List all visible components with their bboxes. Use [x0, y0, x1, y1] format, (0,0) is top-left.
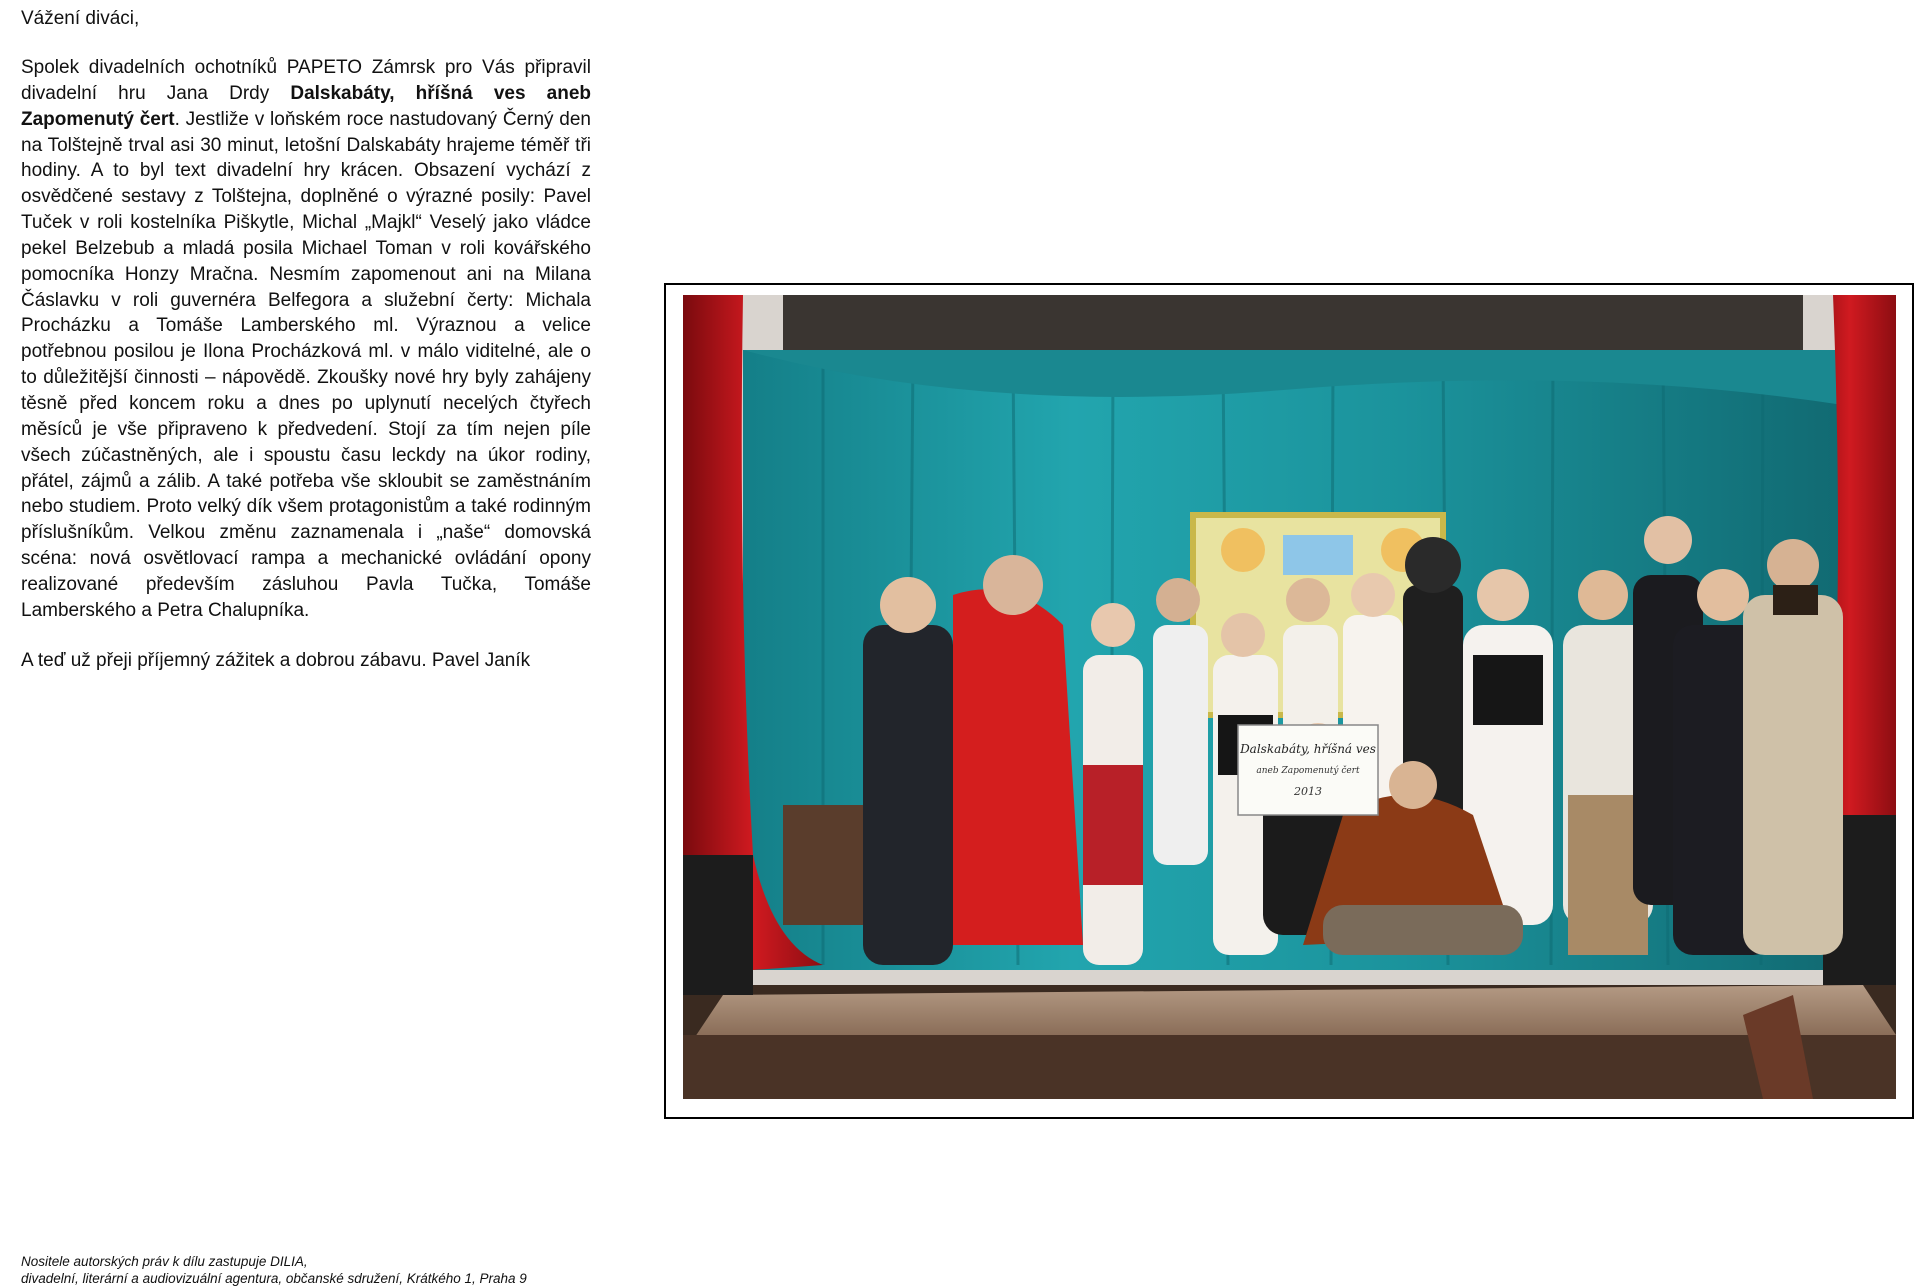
sign-line-2: aneb Zapomenutý čert	[1256, 766, 1360, 776]
footer-line-2: divadelní, literární a audiovizuální agentura, občanské sdružení, Krátkého 1, Praha 9	[21, 1271, 527, 1286]
body-paragraph	[21, 55, 591, 624]
sign-line-3: 2013	[1294, 785, 1322, 798]
paragraph-part-1: Spolek divadelních ochotníků PAPETO Zámrsk pro Vás připravil divadelní hru Jana Drdy	[21, 57, 591, 104]
play-title: Dalskabáty, hříšná ves aneb Zapomenutý čert	[21, 82, 591, 130]
copyright-footer	[21, 1253, 527, 1287]
sign-line-1: Dalskabáty, hříšná ves	[1240, 742, 1376, 756]
photo-sign	[1238, 725, 1378, 815]
photo-frame	[664, 283, 1914, 1119]
paragraph-part-2: . Jestliže v loňském roce nastudovaný Černý den na Tolštejně trval asi 30 minut, letošní Dalskabáty hrajeme téměř tři hodiny. A to byl text divadelní hry krácen. Obsazení vychází z osvědčené sestavy z Tolštejna, doplněné o výrazné posily: Pavel Tuček v roli kostelníka Piškytle, Michal „Majkl“ Veselý jako vládce pekel Belzebub a mladá posila Michael Toman v roli kovářského pomocníka Honzy Mračna. Nesmím zapomenout ani na Milana Čáslavku v roli guvernéra Belfegora a služební čerty: Michala Procházku a Tomáše Lamberského ml. Výraznou a velice potřebnou posilou je Ilona Procházková ml. v málo viditelné, ale o to důležitější činnosti – nápovědě. Zkoušky nové hry byly zahájeny těsně před koncem roku a dnes po uplynutí necelých čtyřech měsíců je vše připraveno k předvedení. Stojí za tím nejen píle všech zúčastněných, ale i spoustu času leckdy na úkor rodiny, přátel, zájmů a zálib. A také potřeba vše skloubit se zaměstnáním nebo studiem. Proto velký dík všem protagonistům a také rodinným příslušníkům. Velkou změnu zaznamenala i „naše“ domovská scéna: nová osvětlovací rampa a mechanické ovládání opony realizované především zásluhou Pavla Tučka, Tomáše Lamberského a Petra Chalupníka.	[21, 108, 591, 621]
footer-line-1: Nositele autorských práv k dílu zastupuje DILIA,	[21, 1254, 308, 1269]
cast-photo	[683, 295, 1896, 1099]
closing-line: A teď už přeji příjemný zážitek a dobrou zábavu. Pavel Janík	[21, 650, 531, 671]
greeting: Vážení diváci,	[21, 8, 140, 29]
